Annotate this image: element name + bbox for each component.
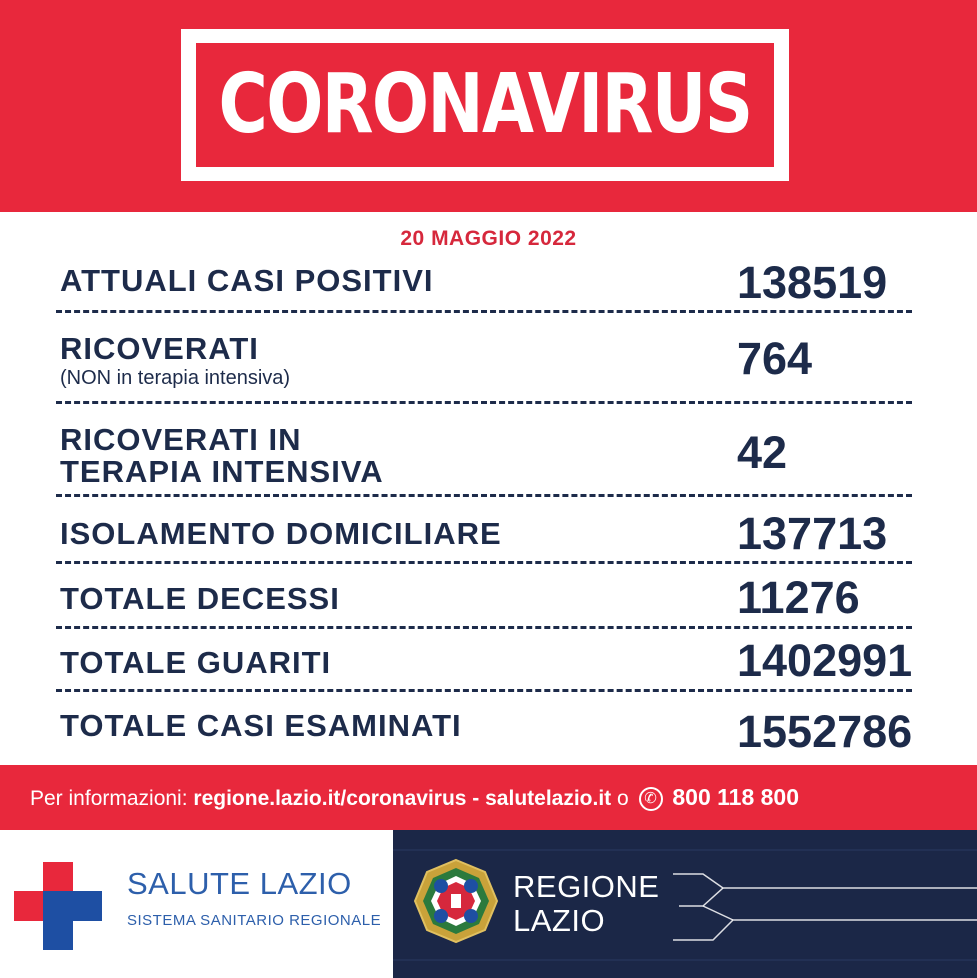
stat-label-totale-decessi: TOTALE DECESSI xyxy=(60,581,340,616)
title-frame xyxy=(181,29,789,181)
regione-line1: REGIONE xyxy=(513,869,660,904)
row-divider xyxy=(56,310,912,313)
stat-label-attuali-casi-positivi: ATTUALI CASI POSITIVI xyxy=(60,263,434,298)
page-title: CORONAVIRUS xyxy=(218,57,752,152)
regione-line2: LAZIO xyxy=(513,903,606,938)
row-divider xyxy=(56,626,912,629)
row-divider xyxy=(56,401,912,404)
stat-label-isolamento-domiciliare: ISOLAMENTO DOMICILIARE xyxy=(60,516,502,551)
row-divider xyxy=(56,689,912,692)
stat-label-terapia-intensiva-line1: RICOVERATI IN xyxy=(60,422,302,457)
info-prefix: Per informazioni: xyxy=(30,787,194,810)
regione-lazio-crest-icon xyxy=(413,858,499,944)
stat-value-totale-decessi: 11276 xyxy=(737,572,860,623)
header-banner xyxy=(0,0,977,212)
stat-sublabel-ricoverati: (NON in terapia intensiva) xyxy=(60,367,291,389)
stat-value-terapia-intensiva: 42 xyxy=(737,427,788,478)
stat-label-ricoverati: RICOVERATI xyxy=(60,331,259,366)
info-links[interactable]: regione.lazio.it/coronavirus - salutelazio.it xyxy=(193,787,612,810)
stat-value-ricoverati: 764 xyxy=(737,333,813,384)
stat-label-totale-guariti: TOTALE GUARITI xyxy=(60,645,332,680)
phone-icon: ✆ xyxy=(639,787,663,811)
stat-value-totale-casi-esaminati: 1552786 xyxy=(737,706,913,757)
stat-value-totale-guariti: 1402991 xyxy=(737,635,913,686)
stat-value-attuali-casi-positivi: 138519 xyxy=(737,257,888,308)
salute-lazio-cross-logo-icon xyxy=(14,862,102,950)
info-line xyxy=(30,785,799,811)
info-bar xyxy=(0,765,977,830)
report-date: 20 MAGGIO 2022 xyxy=(400,227,577,250)
title-panel xyxy=(196,43,774,167)
salute-lazio-subtitle: SISTEMA SANITARIO REGIONALE xyxy=(127,912,382,929)
stat-value-isolamento-domiciliare: 137713 xyxy=(737,508,888,559)
regione-lazio-name xyxy=(513,870,659,938)
salute-lazio-title: SALUTE LAZIO xyxy=(127,866,352,901)
row-divider xyxy=(56,561,912,564)
stat-label-terapia-intensiva-line2: TERAPIA INTENSIVA xyxy=(60,454,384,489)
regione-lazio-footer xyxy=(393,830,977,978)
stat-label-totale-casi-esaminati: TOTALE CASI ESAMINATI xyxy=(60,708,462,743)
info-or: o xyxy=(611,787,629,810)
row-divider xyxy=(56,494,912,497)
phone-number[interactable]: 800 118 800 xyxy=(672,784,800,810)
